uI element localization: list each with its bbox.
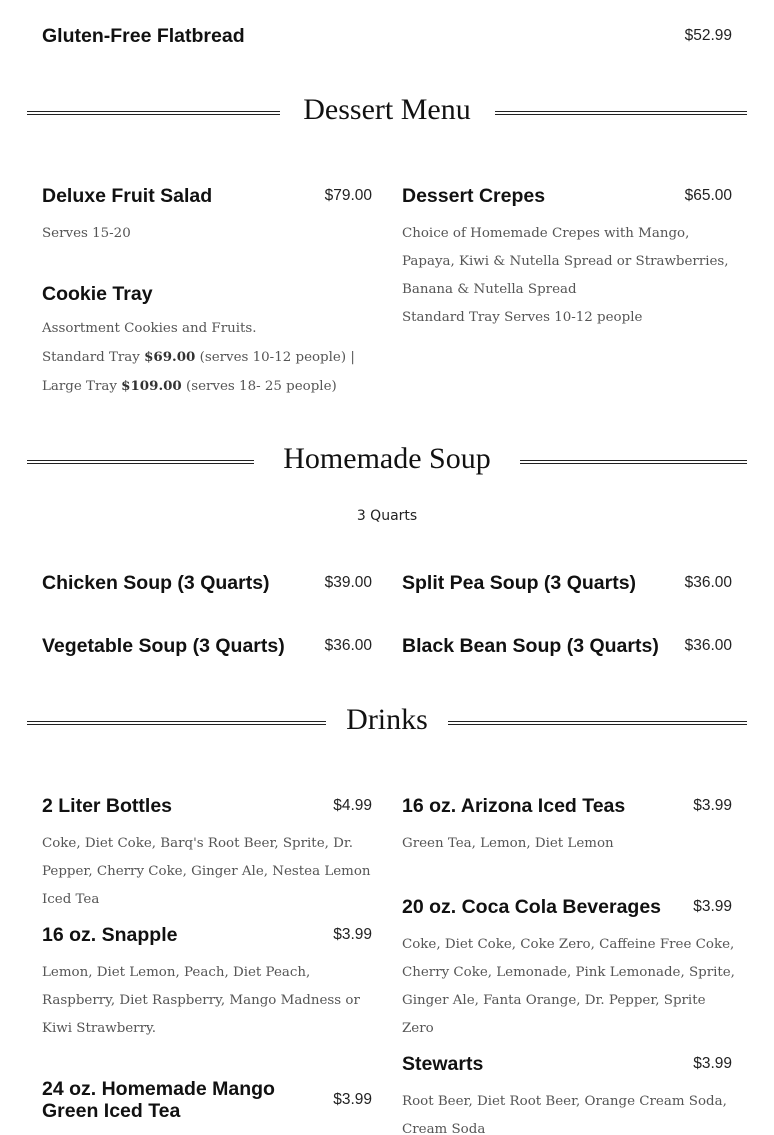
section-note: 3 Quarts: [356, 508, 418, 524]
description-text: (serves 10-12 people) | Large Tray: [42, 350, 355, 394]
standard-tray-price: $69.00: [144, 349, 196, 365]
menu-item-description: Serves 15-20: [42, 226, 131, 241]
menu-item-name: 20 oz. Coca Cola Beverages: [402, 896, 662, 918]
section-title-drinks: Drinks: [346, 703, 428, 736]
menu-item-name: Cookie Tray: [42, 283, 153, 305]
menu-item-description: Coke, Diet Coke, Barq's Root Beer, Sprite, Dr. Pepper, Cherry Coke, Ginger Ale, Nestea Lemon Iced Tea: [42, 836, 371, 907]
menu-item-price: $36.00: [684, 637, 732, 654]
section-divider-right: [520, 460, 747, 464]
menu-item-name: Dessert Crepes: [402, 185, 546, 207]
menu-item-price: $4.99: [333, 797, 372, 814]
menu-item-price: $79.00: [324, 187, 372, 204]
large-tray-price: $109.00: [121, 378, 182, 394]
menu-item-name: Black Bean Soup (3 Quarts): [402, 635, 659, 657]
menu-item-price: $3.99: [693, 1055, 732, 1072]
menu-item-price: $36.00: [324, 637, 372, 654]
menu-item-name: 16 oz. Arizona Iced Teas: [402, 795, 626, 817]
menu-item-price: $3.99: [333, 1091, 372, 1108]
menu-item-name: Stewarts: [402, 1053, 484, 1075]
menu-item-price: $39.00: [324, 574, 372, 591]
section-divider-right: [495, 111, 747, 115]
menu-item-description: [42, 315, 374, 401]
menu-item-name: 2 Liter Bottles: [42, 795, 173, 817]
menu-item-price: $36.00: [684, 574, 732, 591]
menu-item-name: Deluxe Fruit Salad: [42, 185, 213, 207]
menu-item-name: Chicken Soup (3 Quarts): [42, 572, 270, 594]
menu-item-name: Gluten-Free Flatbread: [42, 25, 245, 47]
section-divider-right: [448, 721, 747, 725]
description-text: Standard Tray: [42, 350, 145, 365]
menu-item-name: Vegetable Soup (3 Quarts): [42, 635, 285, 657]
menu-item-name: 16 oz. Snapple: [42, 924, 178, 946]
description-line: Standard Tray Serves 10-12 people: [402, 310, 643, 325]
menu-item-description: Coke, Diet Coke, Coke Zero, Caffeine Free Coke, Cherry Coke, Lemonade, Pink Lemonade, Sprite, Ginger Ale, Fanta Orange, Dr. Pepper, Sprite Zero: [402, 937, 735, 1036]
description-line: Choice of Homemade Crepes with Mango, Papaya, Kiwi & Nutella Spread or Strawberries, Banana & Nutella Spread: [402, 226, 729, 297]
menu-item-price: $52.99: [684, 27, 732, 44]
section-title-dessert: Dessert Menu: [303, 93, 471, 126]
section-title-soup: Homemade Soup: [283, 442, 491, 475]
description-line: Assortment Cookies and Fruits.: [42, 321, 257, 336]
menu-item-description: Root Beer, Diet Root Beer, Orange Cream Soda, Cream Soda: [402, 1094, 727, 1135]
menu-item-price: $3.99: [693, 797, 732, 814]
menu-item-name: Split Pea Soup (3 Quarts): [402, 572, 637, 594]
menu-item-price: $65.00: [684, 187, 732, 204]
description-text: (serves 18- 25 people): [181, 379, 337, 394]
description-pricing: [42, 343, 374, 401]
menu-item-price: $3.99: [693, 898, 732, 915]
menu-item-description: [402, 220, 737, 332]
menu-item-description: Lemon, Diet Lemon, Peach, Diet Peach, Raspberry, Diet Raspberry, Mango Madness or Kiwi Strawberry.: [42, 965, 360, 1036]
menu-item-price: $3.99: [333, 926, 372, 943]
menu-item-name: 24 oz. Homemade Mango Green Iced Tea: [42, 1078, 275, 1122]
menu-item-description: Green Tea, Lemon, Diet Lemon: [402, 836, 614, 851]
